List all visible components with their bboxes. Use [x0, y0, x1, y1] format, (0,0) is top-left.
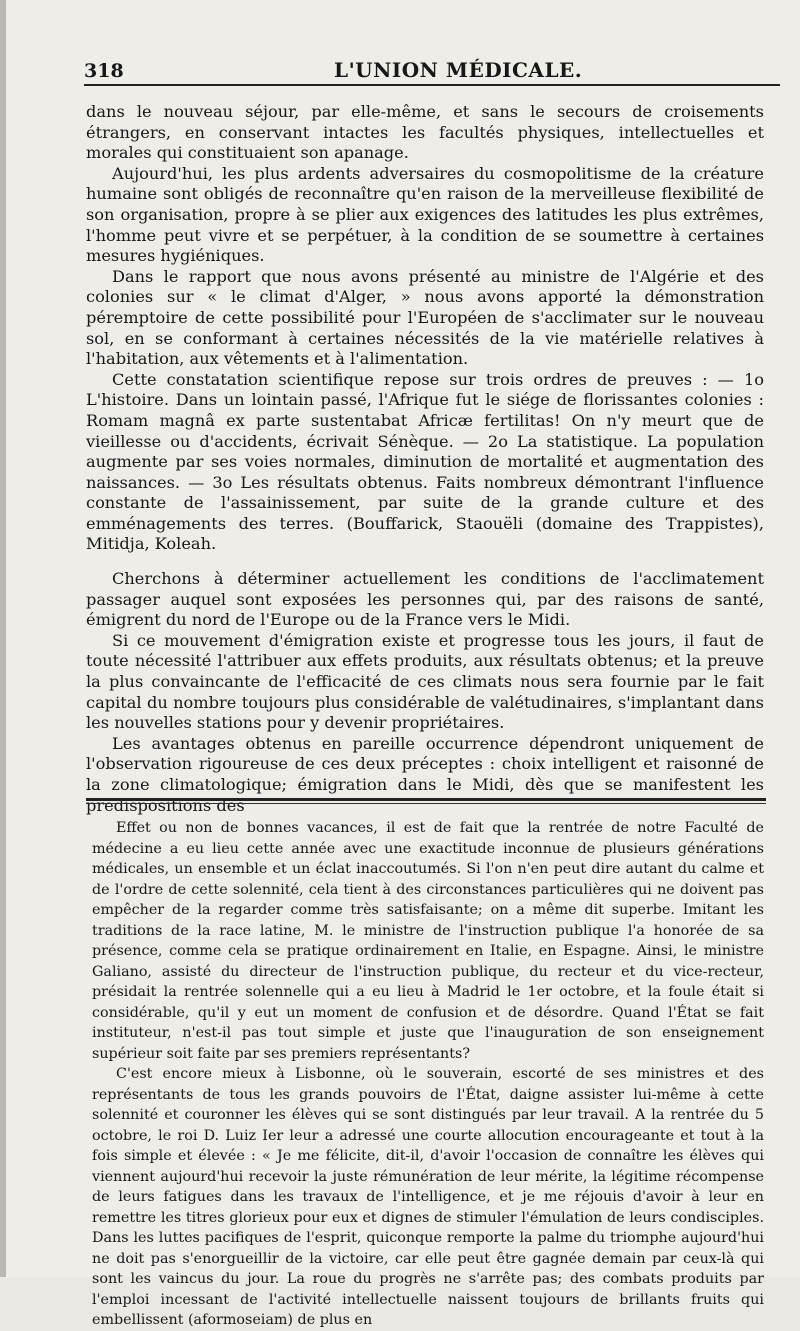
feuilleton-separator — [86, 798, 766, 804]
header-rule — [84, 84, 780, 86]
body-paragraph: Les avantages obtenus en pareille occurrence dépendront uniquement de l'observation rigoureuse de ces deux préceptes : choix intelligent et raisonné de la zone climatologique; émigration dans le Midi, dès que se manifestent les prédispositions des — [86, 733, 764, 815]
feuilleton-body — [92, 818, 764, 1331]
feuilleton-paragraph: Effet ou non de bonnes vacances, il est de fait que la rentrée de notre Faculté de médecine a eu lieu cette année avec une exactitude inconnue de plusieurs générations médicales, un ensemble et un éclat inaccoutumés. Si l'on n'en peut dire autant du calme et de l'ordre de cette solennité, cela tient à des circonstances particulières qui ne doivent pas empêcher de la regarder comme très satisfaisante; on a même dit superbe. Imitant les traditions de la race latine, M. le ministre de l'instruction publique l'a honorée de sa présence, comme cela se pratique ordinairement en Italie, en Espagne. Ainsi, le ministre Galiano, assisté du directeur de l'instruction publique, du recteur et du vice-recteur, présidait la rentrée solennelle qui a eu lieu à Madrid le 1er octobre, et la foule était si considérable, qu'il y eut un moment de confusion et de désordre. Quand l'État se fait instituteur, n'est-il pas tout simple et juste que l'inauguration de son enseignement supérieur soit faite par ses premiers représentants? — [92, 820, 764, 1062]
body-paragraph: dans le nouveau séjour, par elle-même, et sans le secours de croisements étrangers, en conservant intactes les facultés physiques, intellectuelles et morales qui constituaient son apanage. — [86, 102, 764, 163]
page-header — [84, 58, 780, 86]
main-body — [86, 102, 764, 816]
page-gutter-shadow — [0, 0, 6, 1277]
body-paragraph: Si ce mouvement d'émigration existe et progresse tous les jours, il faut de toute nécessité l'attribuer aux effets produits, aux résultats obtenus; et la preuve la plus convaincante de l'efficacité de ces climats nous sera fournie par le fait capital du nombre toujours plus considérable de valétudinaires, s'implantant dans les nouvelles stations pour y devenir propriétaires. — [86, 630, 764, 733]
body-paragraph: Cette constatation scientifique repose sur trois ordres de preuves : — 1o L'histoire. Dans un lointain passé, l'Afrique fut le siége de florissantes colonies : Romam magnâ ex parte sustentabat Africæ fertilitas! On n'y meurt que de vieillesse ou d'accidents, écrivait Sénèque. — 2o La statistique. La population augmente par ses voies normales, diminution de mortalité et augmentation des naissances. — 3o Les résultats obtenus. Faits nombreux démontrant l'influence constante de l'assainissement, par suite de la grande culture et des emménagements des terres. (Bouffarick, Staouëli (domaine des Trappistes), Mitidja, Koleah. — [86, 369, 764, 554]
body-paragraph: Cherchons à déterminer actuellement les conditions de l'acclimatement passager auquel sont exposées les personnes qui, par des raisons de santé, émigrent du nord de l'Europe ou de la France vers le Midi. — [86, 569, 764, 630]
page-number: 318 — [84, 60, 124, 82]
running-title: L'UNION MÉDICALE. — [334, 58, 583, 82]
feuilleton-paragraph: C'est encore mieux à Lisbonne, où le souverain, escorté de ses ministres et des représentants de tous les grands pouvoirs de l'État, daigne assister lui-même à cette solennité et couronner les élèves qui se sont distingués par leur travail. A la rentrée du 5 octobre, le roi D. Luiz Ier leur a adressé une courte allocution encourageante et tout à la fois simple et élevée : « Je me félicite, dit-il, d'avoir l'occasion de connaître les élèves qui viennent aujourd'hui recevoir la juste rémunération de leur mérite, la légitime récompense de leurs fatigues dans les travaux de l'intelligence, et je me réjouis d'avoir à leur en remettre les titres glorieux pour eux et dignes de stimuler l'émulation de leurs condisciples. Dans les luttes pacifiques de l'esprit, quiconque remporte la palme du triomphe aujourd'hui ne doit pas s'enorgueillir de la victoire, car elle peut être gagnée demain par ceux-là qui sont les vaincus du jour. La roue du progrès ne s'arrête pas; des combats produits par l'emploi incessant de l'activité intellectuelle naissent toujours de brillants fruits qui embellissent (aformoseiam) de plus en — [92, 1066, 764, 1328]
body-paragraph: Dans le rapport que nous avons présenté au ministre de l'Algérie et des colonies sur « le climat d'Alger, » nous avons apporté la démonstration péremptoire de cette possibilité pour l'Européen de s'acclimater sur le nouveau sol, en se conformant à certaines nécessités de la vie matérielle relatives à l'habitation, aux vêtements et à l'alimentation. — [86, 266, 764, 369]
body-paragraph: Aujourd'hui, les plus ardents adversaires du cosmopolitisme de la créature humaine sont obligés de reconnaître qu'en raison de la merveilleuse flexibilité de son organisation, propre à se plier aux exigences des latitudes les plus extrêmes, l'homme peut vivre et se perpétuer, à la condition de se soumettre à certaines mesures hygiéniques. — [86, 163, 764, 266]
